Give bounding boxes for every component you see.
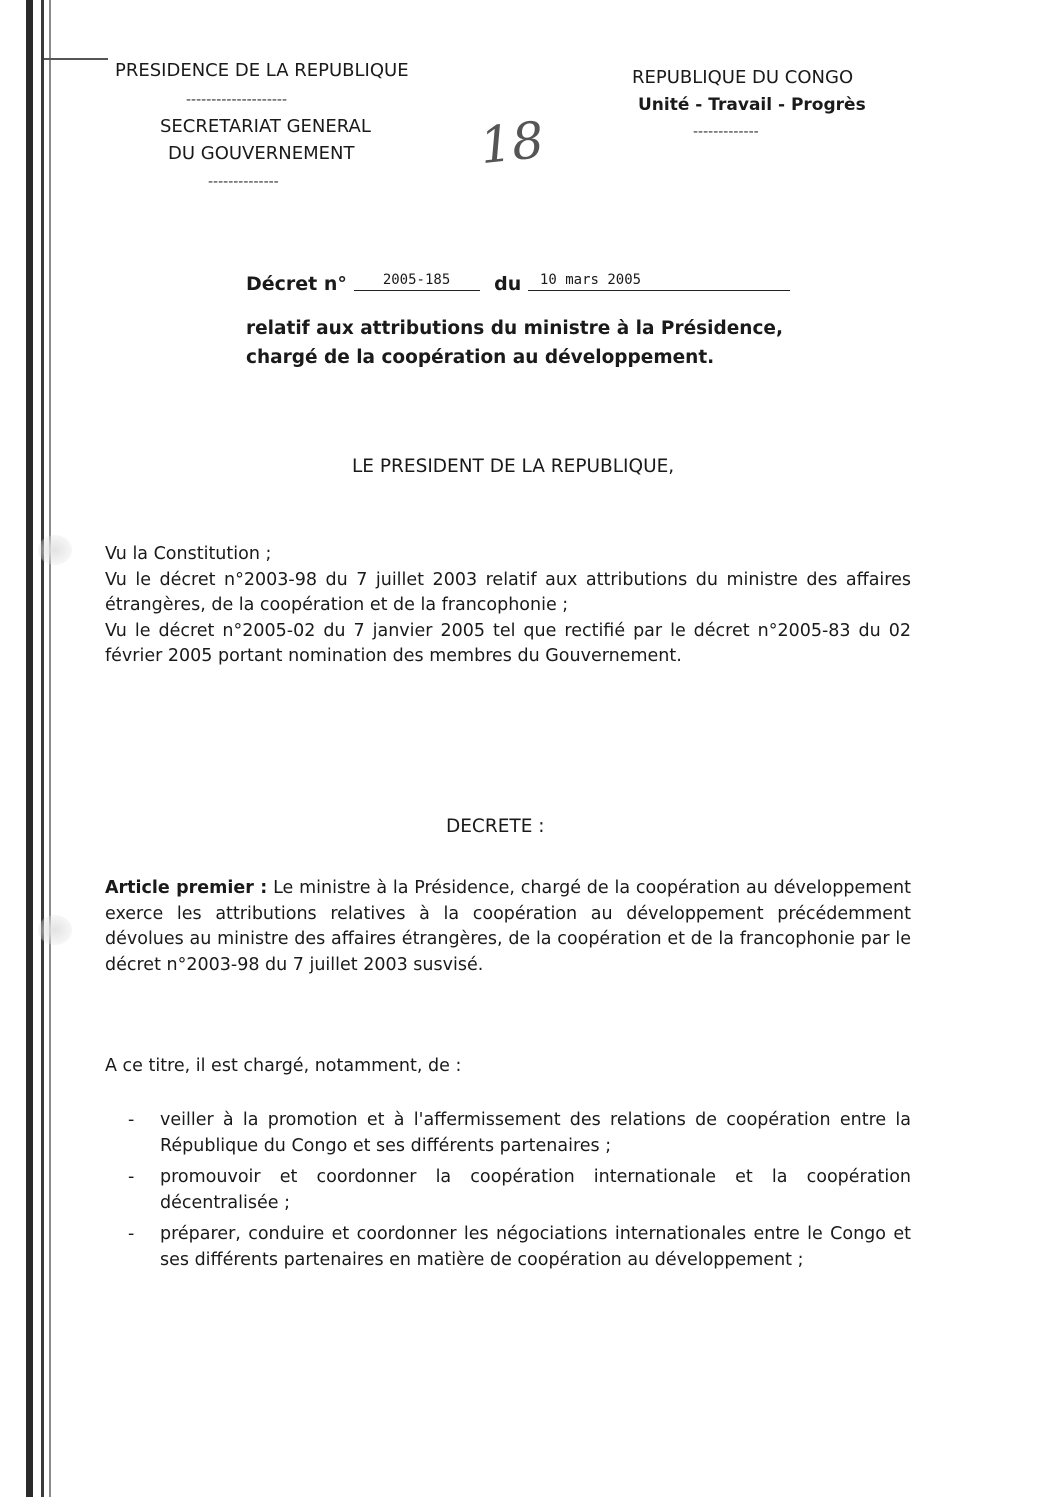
punch-hole-mark <box>38 915 72 945</box>
header-separator: -------------- <box>208 174 279 190</box>
list-item <box>128 1165 911 1216</box>
mission-text: veiller à la promotion et à l'affermissement des relations de coopération entre la République du Congo et ses différents partenaires ; <box>160 1110 911 1156</box>
scan-edge-bar <box>41 0 44 1497</box>
visas-block <box>105 542 911 670</box>
article-label: Article premier : <box>105 878 268 898</box>
missions-intro: A ce titre, il est chargé, notamment, de : <box>105 1056 462 1076</box>
decree-subject <box>246 314 783 372</box>
punch-hole-mark <box>38 535 72 565</box>
list-item <box>128 1222 911 1273</box>
visa-item: Vu le décret n°2003-98 du 7 juillet 2003 relatif aux attributions du ministre des affaires étrangères, de la coopération et de la francophonie ; <box>105 569 911 615</box>
secretariat-line-2: DU GOUVERNEMENT <box>168 143 355 164</box>
country-heading: REPUBLIQUE DU CONGO <box>632 67 854 88</box>
mission-text: préparer, conduire et coordonner les négociations internationales entre le Congo et ses différents partenaires en matière de coopération au développement ; <box>160 1224 911 1270</box>
article-premier <box>105 876 911 978</box>
mission-text: promouvoir et coordonner la coopération internationale et la coopération décentralisée ; <box>160 1167 911 1213</box>
handwritten-page-number: 18 <box>477 110 547 176</box>
bullet-dash: - <box>128 1167 135 1187</box>
president-heading: LE PRESIDENT DE LA REPUBLIQUE, <box>352 456 675 477</box>
header-separator: -------------------- <box>186 92 288 108</box>
decree-number-field: 2005-185 <box>354 272 480 291</box>
decree-date-field: 10 mars 2005 <box>528 272 790 291</box>
secretariat-line-1: SECRETARIAT GENERAL <box>160 116 371 137</box>
scan-edge-bar <box>49 0 51 1497</box>
missions-list <box>128 1108 911 1279</box>
decree-subject-line: chargé de la coopération au développement. <box>246 347 715 368</box>
visa-item: Vu le décret n°2005-02 du 7 janvier 2005 tel que rectifié par le décret n°2005-83 du 02 février 2005 portant nomination des membres du Gouvernement. <box>105 620 911 666</box>
decree-date-prefix: du <box>494 273 522 295</box>
header-separator: ------------- <box>693 124 759 140</box>
decree-prefix: Décret n° <box>246 273 347 295</box>
decree-subject-line: relatif aux attributions du ministre à la Présidence, <box>246 318 783 339</box>
visa-item: Vu la Constitution ; <box>105 544 272 564</box>
article-text: Le ministre à la Présidence, chargé de la coopération au développement exerce les attributions relatives à la coopération au développement précédemment dévolues au ministre des affaires étrangères, de la coopération et de la francophonie par le décret n°2003-98 du 7 juillet 2003 susvisé. <box>105 878 911 975</box>
scan-edge-bar <box>26 0 33 1497</box>
bullet-dash: - <box>128 1224 135 1244</box>
list-item <box>128 1108 911 1159</box>
decrete-heading: DECRETE : <box>446 816 545 837</box>
country-motto: Unité - Travail - Progrès <box>638 95 866 115</box>
bullet-dash: - <box>128 1110 135 1130</box>
decree-number-line <box>246 272 790 295</box>
scan-mark <box>44 58 108 60</box>
institution-heading: PRESIDENCE DE LA REPUBLIQUE <box>115 60 409 81</box>
